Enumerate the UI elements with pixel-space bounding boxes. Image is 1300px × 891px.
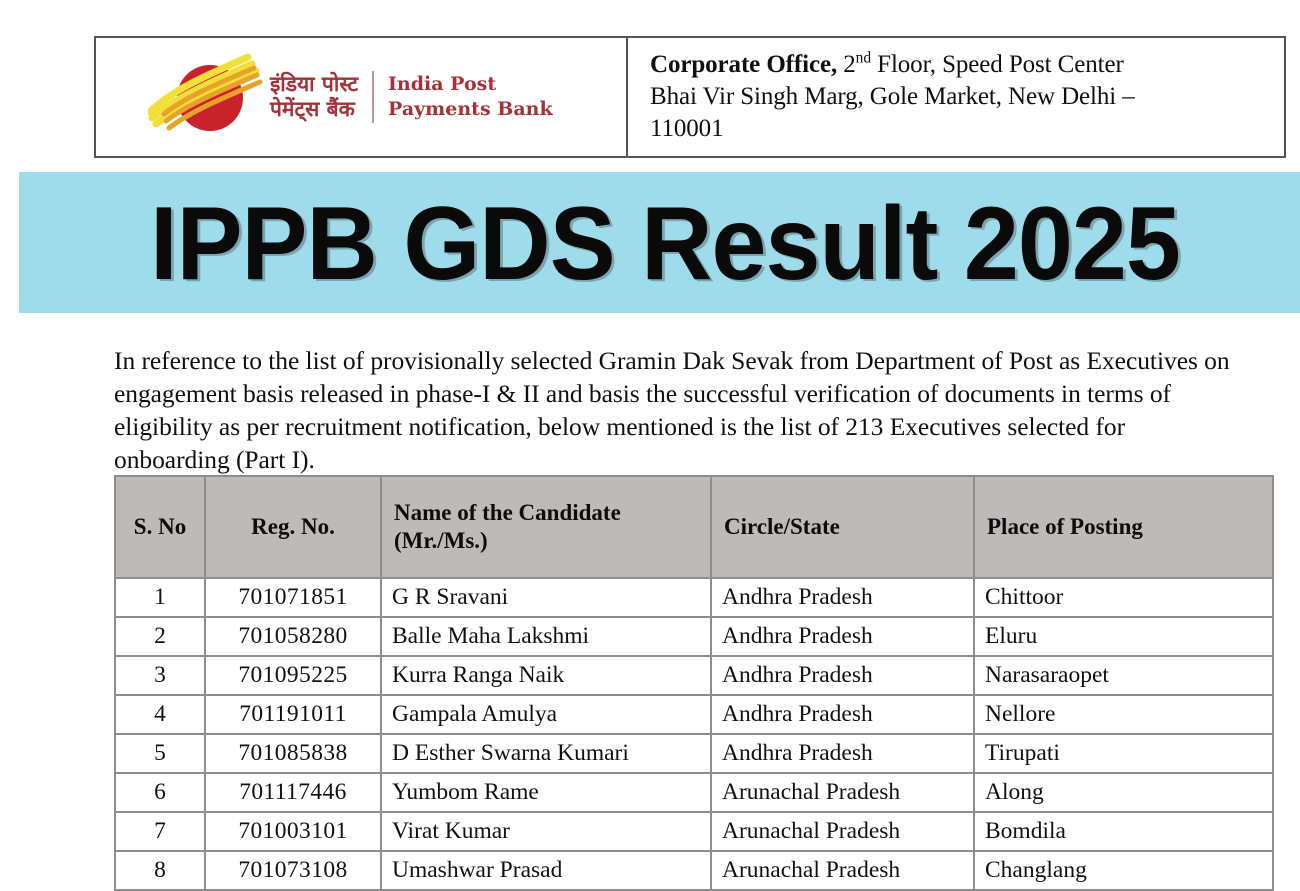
cell-place: Narasaraopet <box>974 656 1273 695</box>
cell-circle: Arunachal Pradesh <box>711 812 974 851</box>
cell-name: Yumbom Rame <box>381 773 711 812</box>
cell-name: D Esther Swarna Kumari <box>381 734 711 773</box>
cell-sno: 1 <box>115 578 205 617</box>
cell-reg-no: 701117446 <box>205 773 381 812</box>
title-banner <box>19 172 1300 313</box>
letterhead-box <box>94 36 1286 158</box>
cell-sno: 6 <box>115 773 205 812</box>
result-table <box>114 475 1274 891</box>
cell-circle: Andhra Pradesh <box>711 656 974 695</box>
table-row <box>115 734 1273 773</box>
cell-reg-no: 701003101 <box>205 812 381 851</box>
cell-reg-no: 701058280 <box>205 617 381 656</box>
column-header-circle-state: Circle/State <box>711 476 974 578</box>
table-header <box>115 476 1273 578</box>
cell-sno: 2 <box>115 617 205 656</box>
cell-place: Tirupati <box>974 734 1273 773</box>
column-header-reg-no: Reg. No. <box>205 476 381 578</box>
cell-circle: Andhra Pradesh <box>711 734 974 773</box>
cell-place: Chittoor <box>974 578 1273 617</box>
cell-place: Nellore <box>974 695 1273 734</box>
table-row <box>115 773 1273 812</box>
cell-place: Eluru <box>974 617 1273 656</box>
table-row <box>115 656 1273 695</box>
column-header-name-line1: Name of the Candidate <box>394 499 621 525</box>
table-row <box>115 578 1273 617</box>
cell-sno: 4 <box>115 695 205 734</box>
table-row <box>115 851 1273 890</box>
letterhead-address-cell <box>628 38 1284 156</box>
india-post-payments-bank-logo <box>148 52 553 142</box>
address-line2: Bhai Vir Singh Marg, Gole Market, New Delhi – <box>650 83 1135 110</box>
cell-reg-no: 701071851 <box>205 578 381 617</box>
column-header-name-line2: (Mr./Ms.) <box>394 528 488 553</box>
cell-place: Bomdila <box>974 812 1273 851</box>
cell-circle: Arunachal Pradesh <box>711 851 974 890</box>
column-header-place-of-posting: Place of Posting <box>974 476 1273 578</box>
india-post-swoosh-icon <box>148 52 266 142</box>
cell-name: G R Sravani <box>381 578 711 617</box>
cell-circle: Andhra Pradesh <box>711 578 974 617</box>
cell-circle: Arunachal Pradesh <box>711 773 974 812</box>
cell-name: Gampala Amulya <box>381 695 711 734</box>
cell-place: Along <box>974 773 1273 812</box>
logo-english-line1: India Post <box>388 73 497 96</box>
cell-name: Virat Kumar <box>381 812 711 851</box>
intro-paragraph: In reference to the list of provisionally selected Gramin Dak Sevak from Department of Post as Executives on engagement basis released in phase-I & II and basis the successful verification of documents in terms of eligibility as per recruitment notification, below mentioned is the list of 213 Executives selected for onboarding (Part I). <box>114 345 1230 474</box>
page-title: IPPB GDS Result 2025 <box>149 185 1180 302</box>
cell-sno: 5 <box>115 734 205 773</box>
column-header-sno: S. No <box>115 476 205 578</box>
table-row <box>115 617 1273 656</box>
table-header-row <box>115 476 1273 578</box>
cell-name: Balle Maha Lakshmi <box>381 617 711 656</box>
cell-sno: 3 <box>115 656 205 695</box>
cell-circle: Andhra Pradesh <box>711 695 974 734</box>
logo-divider <box>372 71 374 123</box>
logo-english-text <box>388 72 553 121</box>
address-bold-prefix: Corporate Office, <box>650 51 838 78</box>
cell-reg-no: 701191011 <box>205 695 381 734</box>
address-line3: 110001 <box>650 115 724 142</box>
cell-name: Kurra Ranga Naik <box>381 656 711 695</box>
letterhead-logo-cell <box>96 38 628 156</box>
address-line1-after-sup: Floor, Speed Post Center <box>870 51 1124 78</box>
table-row <box>115 695 1273 734</box>
cell-reg-no: 701085838 <box>205 734 381 773</box>
table-row <box>115 812 1273 851</box>
cell-circle: Andhra Pradesh <box>711 617 974 656</box>
cell-reg-no: 701073108 <box>205 851 381 890</box>
address-ordinal-suffix: nd <box>855 49 871 67</box>
address-line1-before-sup: 2 <box>837 51 856 78</box>
corporate-address <box>650 49 1135 145</box>
logo-hindi-line1: इंडिया पोस्ट <box>270 72 359 97</box>
logo-english-line2: Payments Bank <box>388 98 553 120</box>
logo-hindi-line2: पेमेंट्स बैंक <box>270 97 355 121</box>
cell-sno: 8 <box>115 851 205 890</box>
cell-place: Changlang <box>974 851 1273 890</box>
logo-wordmark <box>270 71 553 123</box>
column-header-candidate-name <box>381 476 711 578</box>
cell-sno: 7 <box>115 812 205 851</box>
table-body <box>115 578 1273 890</box>
logo-hindi-text <box>270 72 358 122</box>
cell-name: Umashwar Prasad <box>381 851 711 890</box>
cell-reg-no: 701095225 <box>205 656 381 695</box>
